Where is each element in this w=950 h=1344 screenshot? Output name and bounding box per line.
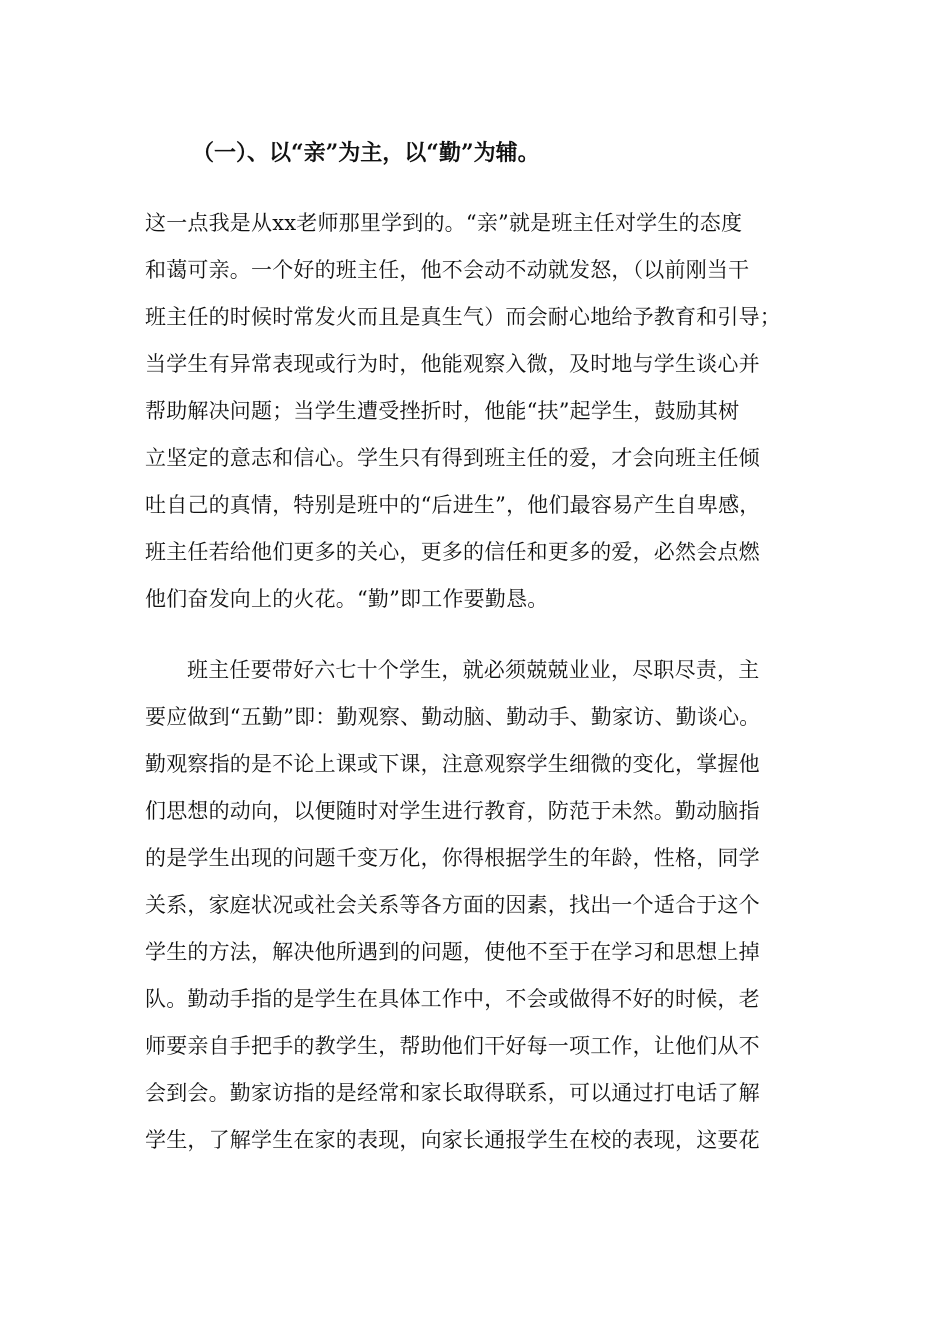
text-line: 学生的方法，解决他所遇到的问题，使他不至于在学习和思想上掉 [145, 940, 760, 964]
text-line: 帮助解决问题；当学生遭受挫折时，他能“扶”起学生，鼓励其树 [145, 399, 740, 423]
paragraph-wu-qin [145, 647, 805, 1164]
text-line: 立坚定的意志和信心。学生只有得到班主任的爱，才会向班主任倾 [145, 446, 760, 470]
section-heading: （一）、以“亲”为主，以“勤”为辅。 [192, 140, 540, 166]
text-line: 们思想的动向，以便随时对学生进行教育，防范于未然。勤动脑指 [145, 799, 760, 823]
text-line: 和蔼可亲。一个好的班主任，他不会动不动就发怒，（以前刚当干 [145, 258, 750, 282]
text-line: 会到会。勤家访指的是经常和家长取得联系，可以通过打电话了解 [145, 1081, 760, 1105]
text-line: 师要亲自手把手的教学生，帮助他们干好每一项工作，让他们从不 [145, 1034, 760, 1058]
text-line: 勤观察指的是不论上课或下课，注意观察学生细微的变化，掌握他 [145, 752, 760, 776]
text-line: 要应做到“五勤”即：勤观察、勤动脑、勤动手、勤家访、勤谈心。 [145, 705, 761, 729]
text-line: 这一点我是从xx老师那里学到的。“亲”就是班主任对学生的态度 [145, 211, 743, 235]
text-line: 班主任要带好六七十个学生，就必须兢兢业业，尽职尽责，主 [187, 658, 760, 682]
text-line: 班主任若给他们更多的关心，更多的信任和更多的爱，必然会点燃 [145, 540, 760, 564]
text-line: 他们奋发向上的火花。“勤”即工作要勤恳。 [145, 587, 549, 611]
text-line: 班主任的时候时常发火而且是真生气）而会耐心地给予教育和引导； [145, 305, 781, 329]
text-line: 关系，家庭状况或社会关系等各方面的因素，找出一个适合于这个 [145, 893, 760, 917]
text-line: 学生，了解学生在家的表现，向家长通报学生在校的表现，这要花 [145, 1128, 760, 1152]
paragraph-qin [145, 200, 805, 623]
text-line: 队。勤动手指的是学生在具体工作中，不会或做得不好的时候，老 [145, 987, 760, 1011]
text-line: 当学生有异常表现或行为时，他能观察入微，及时地与学生谈心并 [145, 352, 760, 376]
text-line: 的是学生出现的问题千变万化，你得根据学生的年龄，性格，同学 [145, 846, 760, 870]
text-line: 吐自己的真情，特别是班中的“后进生”，他们最容易产生自卑感， [145, 493, 761, 517]
